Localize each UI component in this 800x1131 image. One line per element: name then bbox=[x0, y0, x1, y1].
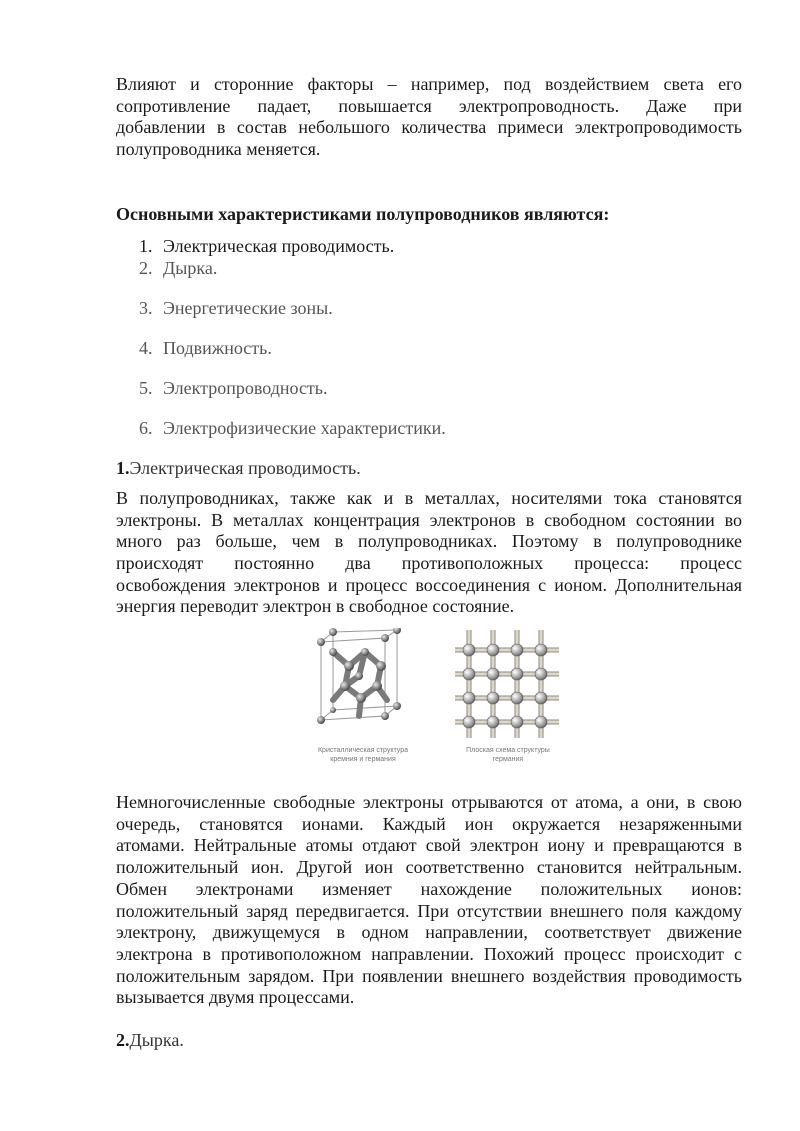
list-item: 1. Электрическая проводимость. bbox=[139, 235, 395, 256]
paragraph-line: много раз больше, чем в полупроводниках. Поэтому в полупроводнике bbox=[116, 531, 742, 552]
list-item: 5. Электропроводность. bbox=[139, 377, 328, 398]
left-figure-caption: Кристаллическая структура кремния и германия bbox=[317, 747, 409, 763]
paragraph-line: электрону, движущемуся в одном направлении, соответствует движение bbox=[116, 922, 742, 943]
characteristics-heading: Основными характеристиками полупроводников являются: bbox=[116, 203, 610, 224]
paragraph-line: вызывается двумя процессами. bbox=[116, 987, 355, 1008]
paragraph-line: происходят постоянно два противоположных процесса: процесс bbox=[116, 552, 742, 573]
paragraph-line: В полупроводниках, также как и в металлах, носителями тока становятся bbox=[116, 487, 742, 508]
crystal-structure-figure bbox=[303, 628, 565, 768]
paragraph-line: электрона в противоположном направлении. Похожий процесс происходит с bbox=[116, 943, 742, 964]
paragraph-line: освобождения электронов и процесс воссоединения с ионом. Дополнительная bbox=[116, 574, 742, 595]
section-1-title: 1.Электрическая проводимость. bbox=[116, 457, 361, 478]
list-item: 4. Подвижность. bbox=[139, 337, 272, 358]
paragraph-line: очередь, становятся ионами. Каждый ион окружается незаряженными bbox=[116, 813, 742, 834]
paragraph-line: положительный ион. Другой ион соответственно становится нейтральным. bbox=[116, 857, 742, 878]
paragraph-line: атомами. Нейтральные атомы отдают свой электрон иону и превращаются в bbox=[116, 835, 742, 856]
section-2-title: 2.Дырка. bbox=[116, 1030, 184, 1050]
paragraph-line: электроны. В металлах концентрация электронов в свободном состоянии во bbox=[116, 509, 742, 530]
intro-paragraph bbox=[116, 74, 742, 161]
right-figure-caption: Плоская схема структуры германия bbox=[466, 747, 550, 763]
intro-line: Влияют и сторонние факторы – например, под воздействием света его bbox=[116, 74, 742, 94]
paragraph-line: Немногочисленные свободные электроны отрываются от атома, а они, в свою bbox=[116, 792, 742, 812]
paragraph-line: положительный заряд передвигается. При отсутствии внешнего поля каждому bbox=[116, 900, 742, 921]
list-item: 3. Энергетические зоны. bbox=[139, 297, 333, 318]
crystal-structure-illustration bbox=[303, 628, 565, 752]
list-item: 6. Электрофизические характеристики. bbox=[139, 417, 446, 438]
paragraph-line: энергия переводит электрон в свободное состояние. bbox=[116, 596, 515, 617]
characteristics-list bbox=[116, 235, 742, 439]
section-1-paragraph bbox=[116, 488, 742, 618]
germanium-grid bbox=[455, 630, 559, 738]
paragraph-line: Обмен электронами изменяет нахождение положительных ионов: bbox=[116, 878, 742, 899]
paragraph-2 bbox=[116, 792, 742, 1009]
document-page bbox=[116, 74, 742, 618]
paragraph-line: положительным зарядом. При появлении внешнего воздействия проводимость bbox=[116, 965, 742, 986]
intro-line: добавлении в состав небольшого количества примеси электропроводимость bbox=[116, 117, 742, 138]
intro-line: сопротивление падает, повышается электропроводность. Даже при bbox=[116, 95, 742, 116]
intro-line: полупроводника меняется. bbox=[116, 139, 321, 160]
list-item: 2. Дырка. bbox=[139, 257, 218, 278]
